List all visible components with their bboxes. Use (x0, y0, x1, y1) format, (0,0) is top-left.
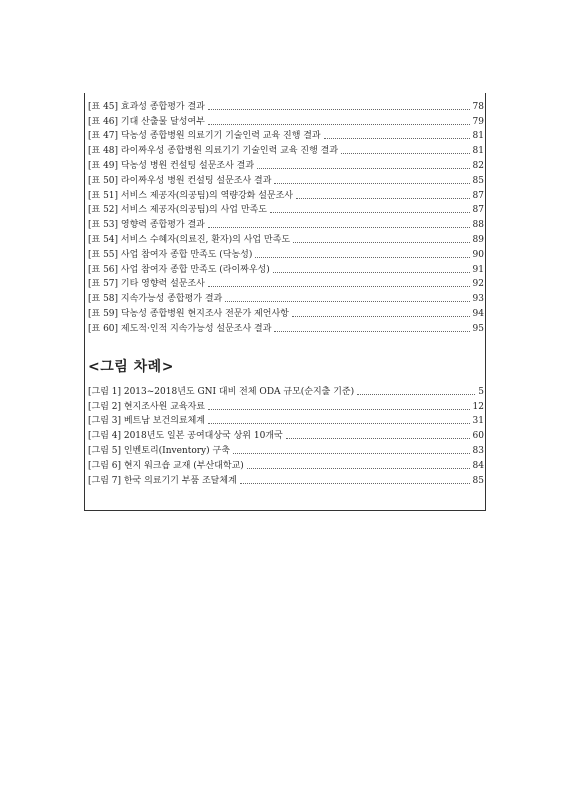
dot-leader (274, 183, 469, 184)
dot-leader (270, 212, 470, 213)
toc-entry-label: [표 45] 효과성 종합평가 결과 (88, 101, 205, 112)
figure-entry[interactable] (88, 398, 484, 413)
figure-entry[interactable] (88, 413, 484, 428)
dot-leader (208, 227, 470, 228)
toc-entry-label: [표 46] 기대 산출물 달성여부 (88, 116, 205, 127)
dot-leader (225, 301, 469, 302)
dot-leader (292, 316, 470, 317)
figure-list (88, 383, 484, 487)
toc-entry-label: [표 57] 기타 영향력 설문조사 (88, 279, 205, 290)
toc-page-number: 87 (472, 190, 484, 201)
table-entry[interactable] (88, 261, 484, 276)
dot-leader (208, 409, 470, 410)
table-entry[interactable] (88, 320, 484, 335)
toc-page-number: 94 (472, 308, 484, 319)
toc-page-number: 93 (472, 294, 484, 305)
figure-entry[interactable] (88, 442, 484, 457)
toc-page-number: 91 (472, 264, 484, 275)
toc-entry-label: [표 55] 사업 참여자 종합 만족도 (닥농성) (88, 249, 253, 260)
toc-entry-label: [그림 3] 베트남 보건의료체계 (88, 416, 205, 427)
toc-entry-label: [표 49] 닥농성 병원 컨설팅 설문조사 결과 (88, 160, 255, 171)
toc-entry-label: [그림 6] 현지 워크숍 교재 (부산대학교) (88, 460, 244, 471)
figure-entry[interactable] (88, 383, 484, 398)
table-entry[interactable] (88, 98, 484, 113)
table-entry[interactable] (88, 216, 484, 231)
dot-leader (240, 483, 470, 484)
toc-entry-label: [그림 2] 현지조사원 교육자료 (88, 401, 205, 412)
toc-page-number: 12 (472, 401, 484, 412)
table-list (88, 98, 484, 335)
table-entry[interactable] (88, 113, 484, 128)
toc-entry-label: [표 47] 닥농성 종합병원 의료기기 기술인력 교육 진행 결과 (88, 131, 321, 142)
dot-leader (341, 153, 470, 154)
table-entry[interactable] (88, 172, 484, 187)
toc-entry-label: [표 56] 사업 참여자 종합 만족도 (라이짜우성) (88, 264, 270, 275)
table-entry[interactable] (88, 187, 484, 202)
figure-entry[interactable] (88, 472, 484, 487)
toc-entry-label: [표 52] 서비스 제공자(의공팀)의 사업 만족도 (88, 205, 267, 216)
table-entry[interactable] (88, 246, 484, 261)
toc-page-number: 84 (472, 460, 484, 471)
dot-leader (357, 394, 475, 395)
toc-entry-label: [표 50] 라이짜우성 병원 컨설팅 설문조사 결과 (88, 175, 272, 186)
toc-entry-label: [그림 5] 인벤토리(Inventory) 구축 (88, 445, 230, 456)
dot-leader (208, 109, 470, 110)
toc-page-number: 79 (472, 116, 484, 127)
dot-leader (255, 257, 469, 258)
dot-leader (273, 272, 470, 273)
dot-leader (208, 423, 470, 424)
dot-leader (247, 468, 470, 469)
toc-entry-label: [그림 1] 2013~2018년도 GNI 대비 전체 ODA 규모(순지출 기준) (88, 386, 355, 397)
toc-page-number: 60 (472, 431, 484, 442)
table-entry[interactable] (88, 142, 484, 157)
dot-leader (296, 198, 470, 199)
toc-page-number: 85 (472, 175, 484, 186)
toc-entry-label: [표 58] 지속가능성 종합평가 결과 (88, 294, 223, 305)
toc-page-number: 95 (472, 323, 484, 334)
table-entry[interactable] (88, 276, 484, 291)
toc-entry-label: [그림 7] 한국 의료기기 부품 조달체계 (88, 475, 237, 486)
table-entry[interactable] (88, 157, 484, 172)
table-entry[interactable] (88, 128, 484, 143)
table-entry[interactable] (88, 290, 484, 305)
dot-leader (257, 168, 469, 169)
toc-page-number: 90 (472, 249, 484, 260)
figure-entry[interactable] (88, 457, 484, 472)
dot-leader (208, 286, 470, 287)
toc-entry-label: [그림 4] 2018년도 일본 공여대상국 상위 10개국 (88, 431, 283, 442)
toc-page-number: 81 (472, 146, 484, 157)
table-entry[interactable] (88, 231, 484, 246)
toc-page-number: 85 (472, 475, 484, 486)
toc-entry-label: [표 51] 서비스 제공자(의공팀)의 역량강화 설문조사 (88, 190, 293, 201)
dot-leader (293, 242, 470, 243)
dot-leader (286, 438, 470, 439)
toc-entry-label: [표 60] 제도적·인적 지속가능성 설문조사 결과 (88, 323, 272, 334)
figure-list-heading: <그림 차례> (88, 359, 174, 375)
toc-page-number: 89 (472, 234, 484, 245)
toc-page-number: 83 (472, 445, 484, 456)
toc-entry-label: [표 53] 영향력 종합평가 결과 (88, 220, 205, 231)
toc-page-number: 81 (472, 131, 484, 142)
toc-entry-label: [표 59] 닥농성 종합병원 현지조사 전문가 제언사항 (88, 308, 289, 319)
toc-page-number: 5 (478, 386, 484, 397)
table-entry[interactable] (88, 202, 484, 217)
toc-entry-label: [표 54] 서비스 수혜자(의료진, 환자)의 사업 만족도 (88, 234, 291, 245)
toc-page-number: 31 (472, 416, 484, 427)
dot-leader (233, 453, 470, 454)
toc-page-number: 78 (472, 101, 484, 112)
dot-leader (274, 331, 469, 332)
toc-page-number: 88 (472, 220, 484, 231)
figure-entry[interactable] (88, 427, 484, 442)
toc-page-number: 82 (472, 160, 484, 171)
table-entry[interactable] (88, 305, 484, 320)
toc-entry-label: [표 48] 라이짜우성 종합병원 의료기기 기술인력 교육 진행 결과 (88, 146, 339, 157)
dot-leader (208, 124, 470, 125)
toc-page-number: 87 (472, 205, 484, 216)
dot-leader (324, 138, 470, 139)
toc-page-number: 92 (472, 279, 484, 290)
